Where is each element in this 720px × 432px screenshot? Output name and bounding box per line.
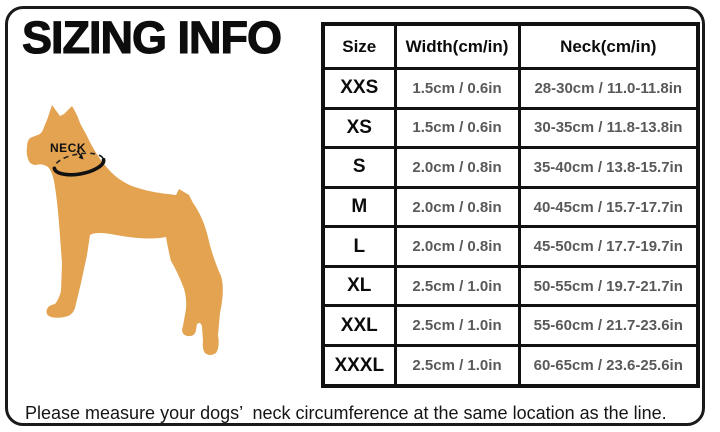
header-width: Width(cm/in) xyxy=(395,24,519,69)
size-value: XXXL xyxy=(323,346,395,386)
table-row xyxy=(323,108,698,148)
width-value: 2.5cm / 1.0in xyxy=(395,306,519,346)
table-row xyxy=(323,148,698,188)
table-row xyxy=(323,187,698,227)
dog-illustration xyxy=(24,103,226,358)
neck-value: 28-30cm / 11.0-11.8in xyxy=(519,69,698,109)
width-value: 2.0cm / 0.8in xyxy=(395,148,519,188)
width-value: 2.5cm / 1.0in xyxy=(395,266,519,306)
size-value: XXL xyxy=(323,306,395,346)
table-row xyxy=(323,306,698,346)
neck-value: 50-55cm / 19.7-21.7in xyxy=(519,266,698,306)
neck-value: 35-40cm / 13.8-15.7in xyxy=(519,148,698,188)
size-value: XXS xyxy=(323,69,395,109)
width-value: 1.5cm / 0.6in xyxy=(395,69,519,109)
size-value: XS xyxy=(323,108,395,148)
page-title: SIZING INFO xyxy=(22,12,281,63)
table-row xyxy=(323,346,698,386)
neck-value: 30-35cm / 11.8-13.8in xyxy=(519,108,698,148)
neck-value: 40-45cm / 15.7-17.7in xyxy=(519,187,698,227)
width-value: 2.0cm / 0.8in xyxy=(395,227,519,267)
table-header-row xyxy=(323,24,698,69)
table-row xyxy=(323,227,698,267)
measurement-instruction: Please measure your dogs’ neck circumference at the same location as the line. xyxy=(25,403,667,423)
size-value: L xyxy=(323,227,395,267)
table-row xyxy=(323,69,698,109)
width-value: 2.0cm / 0.8in xyxy=(395,187,519,227)
neck-value: 60-65cm / 23.6-25.6in xyxy=(519,346,698,386)
neck-value: 45-50cm / 17.7-19.7in xyxy=(519,227,698,267)
neck-value: 55-60cm / 21.7-23.6in xyxy=(519,306,698,346)
header-size: Size xyxy=(323,24,395,69)
size-value: M xyxy=(323,187,395,227)
header-neck: Neck(cm/in) xyxy=(519,24,698,69)
width-value: 1.5cm / 0.6in xyxy=(395,108,519,148)
table-row xyxy=(323,266,698,306)
neck-label: NECK xyxy=(50,141,87,155)
size-value: S xyxy=(323,148,395,188)
width-value: 2.5cm / 1.0in xyxy=(395,346,519,386)
size-table xyxy=(321,22,700,388)
size-value: XL xyxy=(323,266,395,306)
